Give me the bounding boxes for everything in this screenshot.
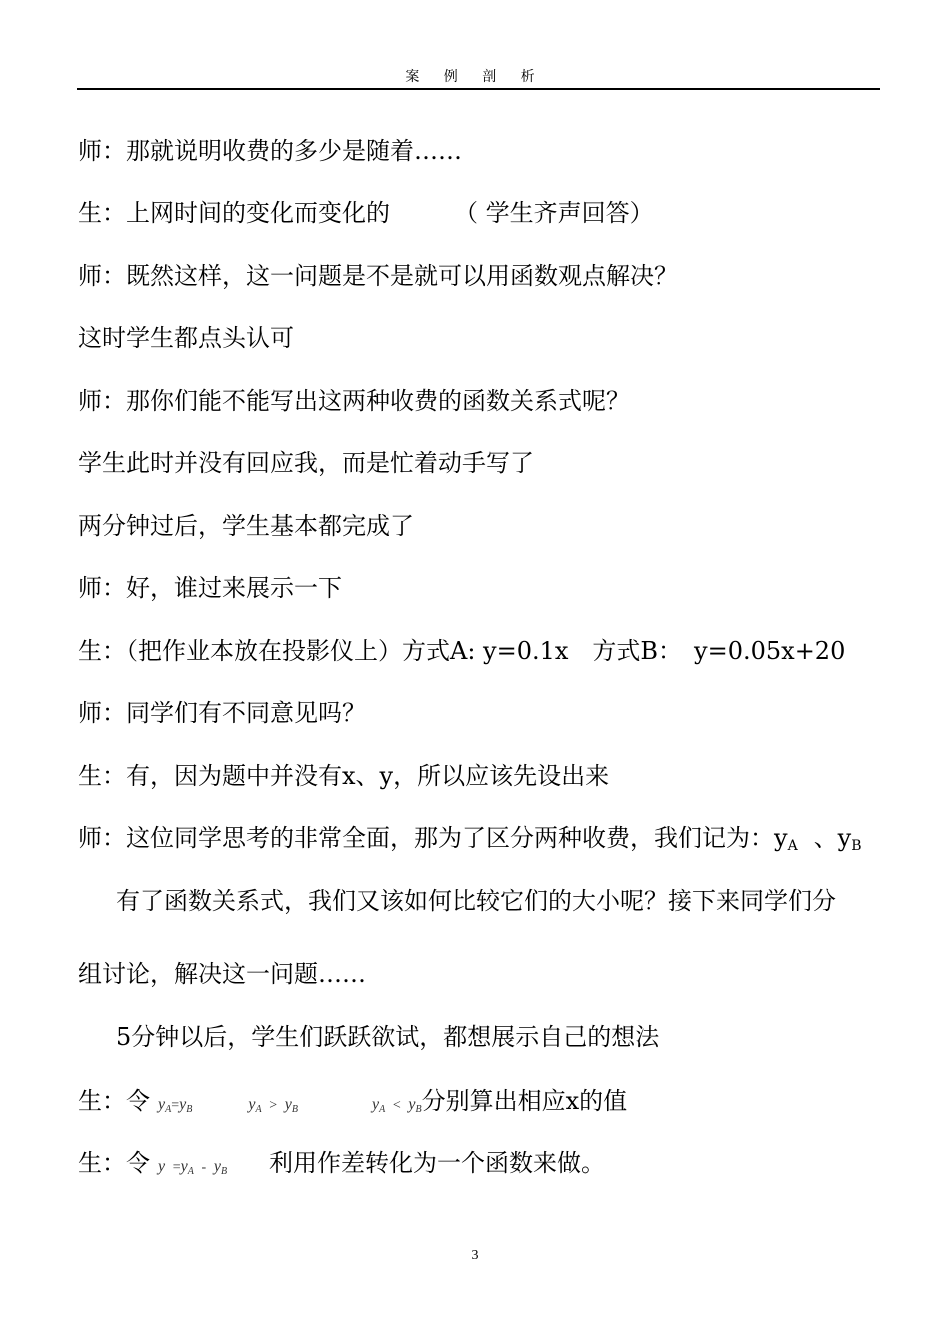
narration-line-3: 两分钟过后，学生基本都完成了 — [78, 512, 414, 540]
paragraph-line-3: 5分钟以后，学生们跃跃欲试，都想展示自己的想法 — [116, 1023, 660, 1051]
formula-ya-gt-yb: yA > yB — [248, 1096, 298, 1115]
page-header: 案 例 剖 析 — [405, 69, 545, 85]
narration-line-2: 学生此时并没有回应我，而是忙着动手写了 — [78, 449, 534, 477]
dialogue-line-10-suffix: 分别算出相应x的值 — [421, 1087, 628, 1115]
dialogue-line-2-note: （ 学生齐声回答） — [454, 199, 654, 227]
narration-line-1: 这时学生都点头认可 — [78, 324, 294, 352]
header-rule — [77, 88, 880, 90]
dialogue-line-5: 师：好，谁过来展示一下 — [78, 574, 342, 602]
subscript-b: B — [851, 838, 862, 854]
dialogue-line-10 — [78, 1086, 627, 1125]
dialogue-line-8: 生：有，因为题中并没有x、y，所以应该先设出来 — [78, 762, 610, 790]
dialogue-line-6: 生：（把作业本放在投影仪上）方式A: y=0.1x 方式B： y=0.05x+20 — [78, 637, 846, 665]
dialogue-line-4: 师：那你们能不能写出这两种收费的函数关系式呢？ — [78, 387, 630, 415]
dialogue-line-2-text: 生：上网时间的变化而变化的 — [78, 199, 390, 227]
subscript-a: A — [787, 838, 798, 854]
dialogue-line-11-prefix: 生：令 — [78, 1149, 150, 1177]
dialogue-line-11-suffix: 利用作差转化为一个函数来做。 — [269, 1149, 606, 1177]
dialogue-line-3: 师：既然这样，这一问题是不是就可以用函数观点解决？ — [78, 262, 678, 290]
page-number: 3 — [471, 1248, 479, 1263]
dialogue-line-1: 师：那就说明收费的多少是随着…… — [78, 137, 462, 165]
formula-ya-lt-yb: yA < yB — [371, 1096, 422, 1115]
dialogue-line-2 — [78, 198, 654, 228]
dialogue-line-9 — [78, 823, 862, 861]
dialogue-line-7: 师：同学们有不同意见吗？ — [78, 699, 366, 727]
formula-ya-eq-yb: yA=yB — [158, 1096, 193, 1115]
dialogue-line-10-prefix: 生：令 — [78, 1087, 150, 1115]
dialogue-line-9-sep: 、y — [813, 824, 852, 852]
dialogue-line-11 — [78, 1148, 605, 1187]
formula-y-eq-ya-minus-yb: y =yA - yB — [158, 1158, 228, 1177]
paragraph-line-2: 组讨论，解决这一问题…… — [78, 960, 366, 988]
paragraph-line-1: 有了函数关系式，我们又该如何比较它们的大小呢？接下来同学们分 — [116, 887, 836, 915]
dialogue-line-9-text: 师：这位同学思考的非常全面，那为了区分两种收费，我们记为：y — [78, 824, 788, 852]
